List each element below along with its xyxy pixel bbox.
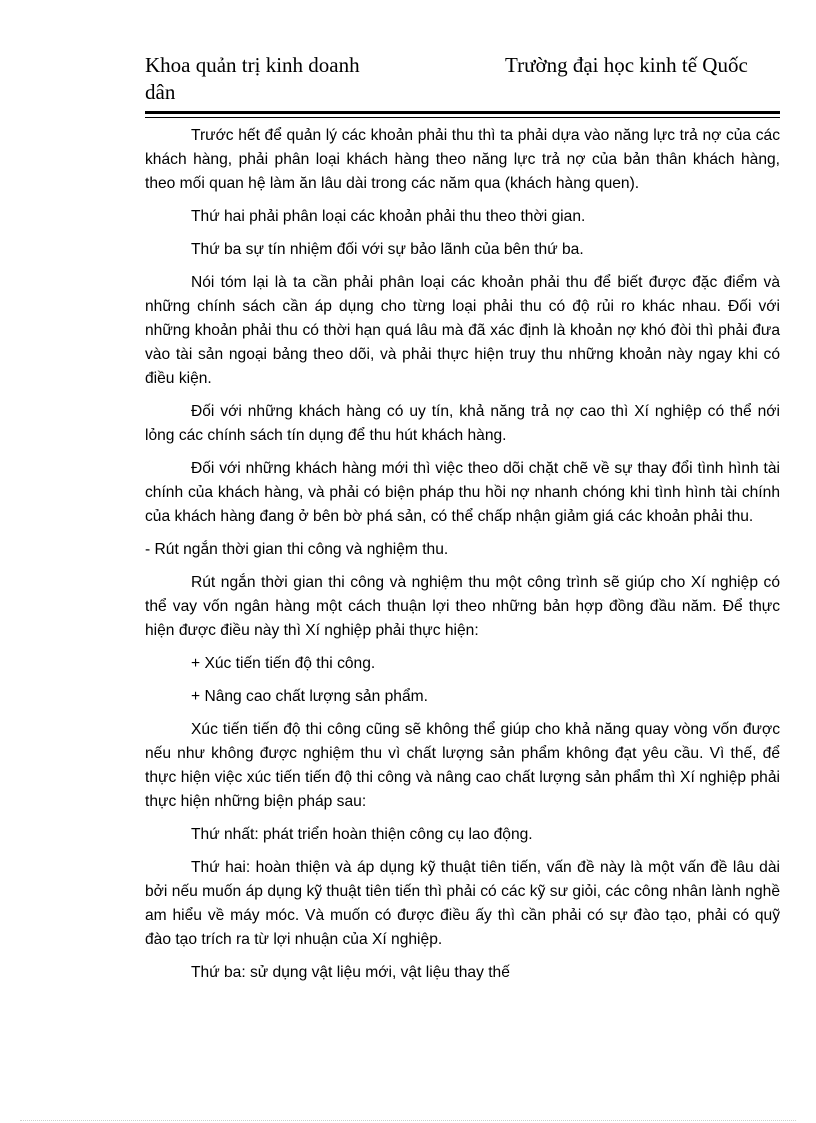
paragraph: Trước hết để quản lý các khoản phải thu thì ta phải dựa vào năng lực trả nợ của các khách hàng, phải phân loại khách hàng theo năng lực trả nợ của bản thân khách hàng, theo mối quan hệ làm ăn lâu dài trong các năm qua (khách hàng quen).	[145, 127, 780, 192]
page-bottom-border	[20, 1120, 796, 1121]
paragraph: Thứ ba sự tín nhiệm đối với sự bảo lãnh của bên thứ ba.	[191, 241, 584, 258]
paragraph: Thứ hai: hoàn thiện và áp dụng kỹ thuật tiên tiến, vấn đề này là một vấn đề lâu dài bởi nếu muốn áp dụng kỹ thuật tiên tiến thì phải có các kỹ sư giỏi, các công nhân lành nghề am hiểu về máy móc. Và muốn có được điều ấy thì cần phải có sự đào tạo, phải có quỹ đào tạo trích ra từ lợi nhuận của Xí nghiệp.	[145, 859, 780, 948]
section-bullet: - Rút ngắn thời gian thi công và nghiệm thu.	[145, 541, 449, 558]
paragraph: Xúc tiến tiến độ thi công cũng sẽ không thể giúp cho khả năng quay vòng vốn được nếu như không được nghiệm thu vì chất lượng sản phẩm không đạt yêu cầu. Vì thế, để thực hiện việc xúc tiến tiến độ thi công và nâng cao chất lượng sản phẩm thì Xí nghiệp phải thực hiện những biện pháp sau:	[145, 721, 780, 810]
paragraph: Thứ nhất: phát triển hoàn thiện công cụ lao động.	[191, 826, 533, 843]
paragraph: Nói tóm lại là ta cần phải phân loại các khoản phải thu để biết được đặc điểm và những chính sách cần áp dụng cho từng loại phải thu có độ rủi ro khác nhau. Đối với những khoản phải thu có thời hạn quá lâu mà đã xác định là khoản nợ khó đòi thì phải đưa vào tài sản ngoại bảng theo dõi, và phải thực hiện truy thu những khoản này ngay khi có điều kiện.	[145, 274, 780, 387]
header-university: Trường đại học kinh tế Quốc	[505, 53, 748, 77]
paragraph: Thứ hai phải phân loại các khoản phải thu theo thời gian.	[191, 208, 586, 225]
paragraph: Thứ ba: sử dụng vật liệu mới, vật liệu thay thế	[191, 964, 510, 981]
document-body	[145, 124, 780, 994]
list-item: + Xúc tiến tiến độ thi công.	[191, 655, 376, 672]
paragraph: Rút ngắn thời gian thi công và nghiệm thu một công trình sẽ giúp cho Xí nghiệp có thể vay vốn ngân hàng một cách thuận lợi theo những bản hợp đồng đầu năm. Để thực hiện được điều này thì Xí nghiệp phải thực hiện:	[145, 574, 780, 639]
header-faculty: Khoa quản trị kinh doanh dân	[145, 53, 360, 104]
paragraph: Đối với những khách hàng có uy tín, khả năng trả nợ cao thì Xí nghiệp có thể nới lỏng các chính sách tín dụng để thu hút khách hàng.	[145, 403, 780, 444]
header-rule-thin	[145, 117, 780, 118]
list-item: + Nâng cao chất lượng sản phẩm.	[191, 688, 428, 705]
header-rule-thick	[145, 111, 780, 114]
paragraph: Đối với những khách hàng mới thì việc theo dõi chặt chẽ về sự thay đổi tình hình tài chính của khách hàng, và phải có biện pháp thu hồi nợ nhanh chóng khi tình hình tài chính của khách hàng đang ở bên bờ phá sản, có thể chấp nhận giảm giá các khoản phải thu.	[145, 460, 780, 525]
